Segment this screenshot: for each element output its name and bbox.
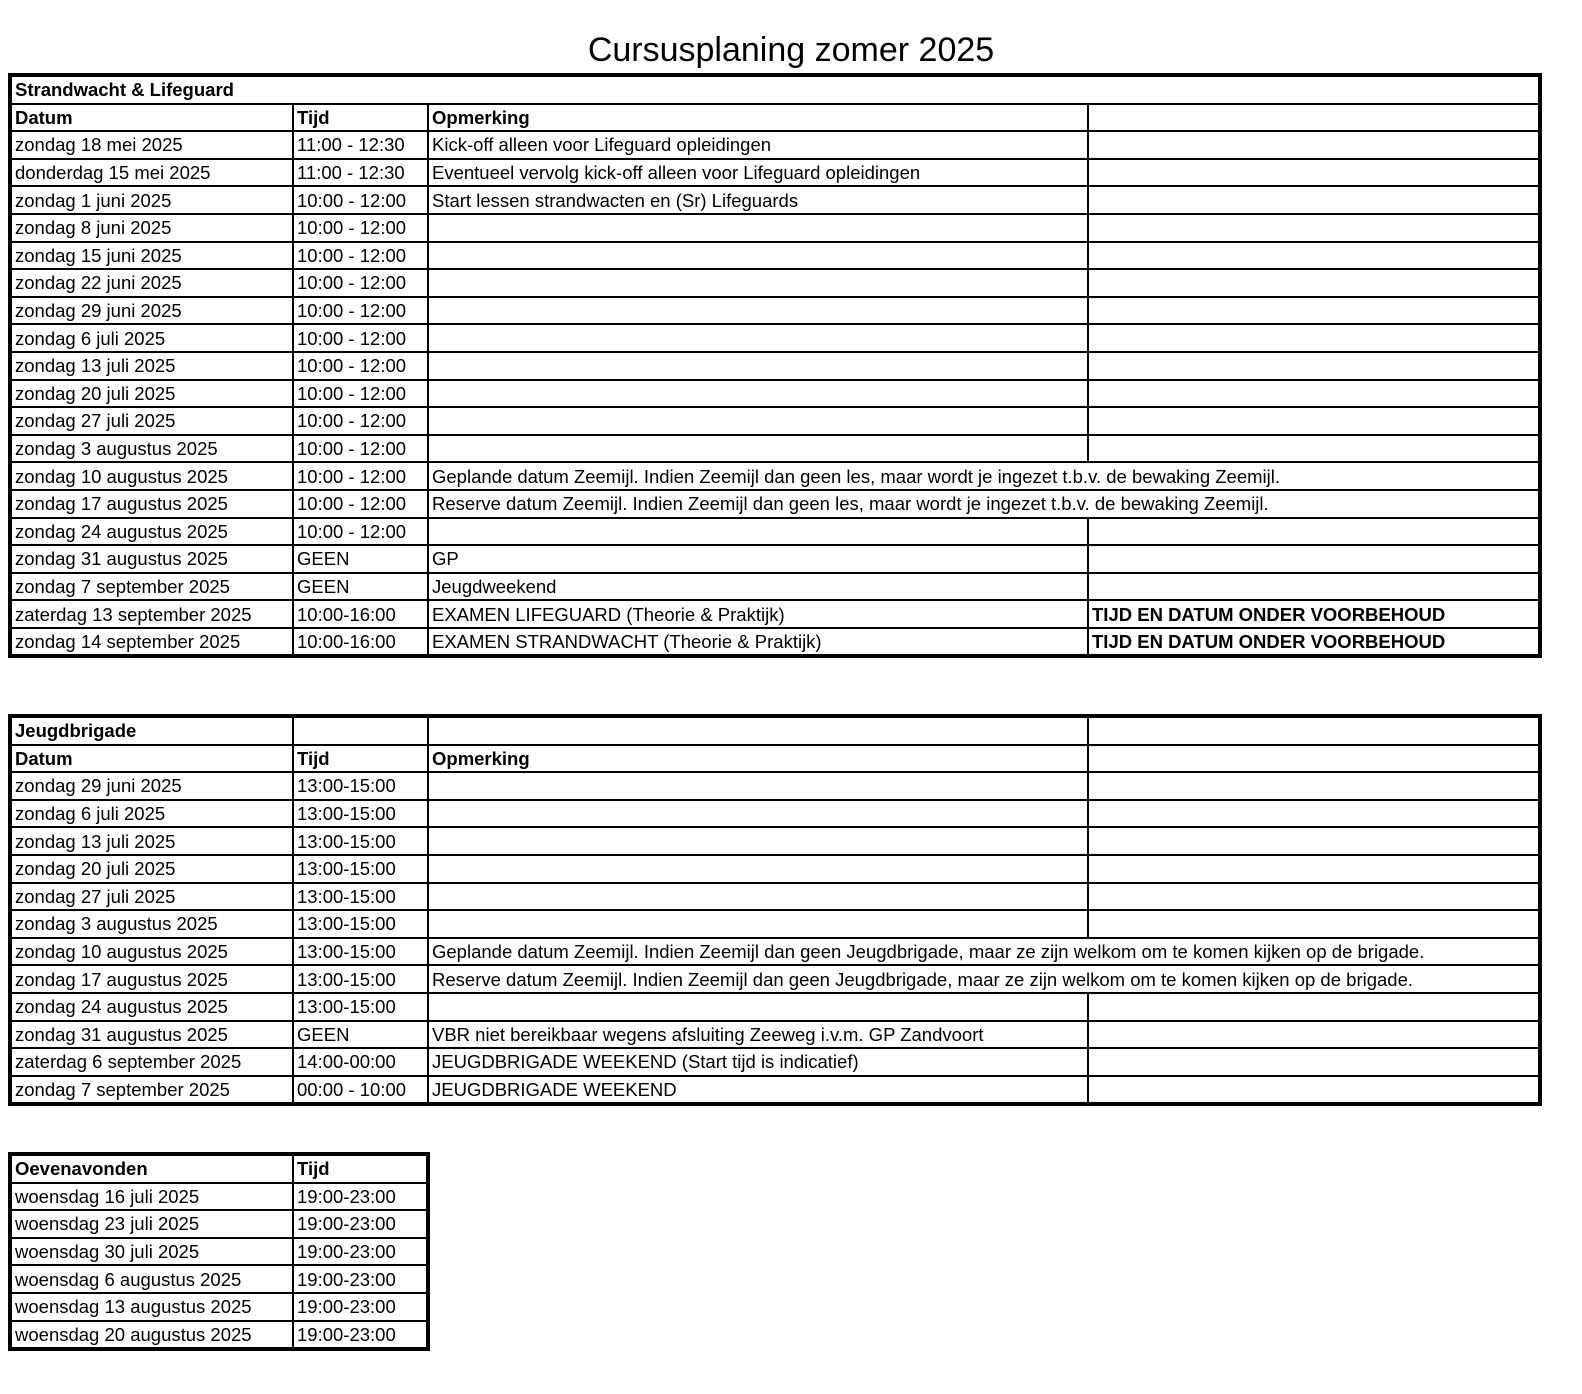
header-tijd: Tijd xyxy=(293,745,428,773)
cell-opmerking: Geplande datum Zeemijl. Indien Zeemijl dan geen les, maar wordt je ingezet t.b.v. de bewaking Zeemijl. xyxy=(428,462,1540,490)
cell-opmerking xyxy=(428,435,1088,463)
cell-note xyxy=(1088,518,1540,546)
table-row xyxy=(10,628,1540,657)
cell-opmerking xyxy=(428,352,1088,380)
cell-tijd: 10:00 - 12:00 xyxy=(293,518,428,546)
cell-tijd: 14:00-00:00 xyxy=(293,1048,428,1076)
table-row xyxy=(10,1238,428,1266)
table-row xyxy=(10,1183,428,1211)
cell-tijd: GEEN xyxy=(293,1021,428,1049)
cell-opmerking: Geplande datum Zeemijl. Indien Zeemijl dan geen Jeugdbrigade, maar ze zijn welkom om te komen kijken op de brigade. xyxy=(428,938,1540,966)
cell-datum: zondag 27 juli 2025 xyxy=(10,407,293,435)
cell-datum: zaterdag 13 september 2025 xyxy=(10,600,293,628)
table-row xyxy=(10,1321,428,1350)
cell-datum: woensdag 13 augustus 2025 xyxy=(10,1293,293,1321)
cell-tijd: 10:00 - 12:00 xyxy=(293,380,428,408)
cell-note xyxy=(1088,352,1540,380)
cell-datum: zondag 29 juni 2025 xyxy=(10,772,293,800)
cell-note xyxy=(1088,1076,1540,1105)
cell-datum: zondag 10 augustus 2025 xyxy=(10,462,293,490)
table-row xyxy=(10,380,1540,408)
header-empty xyxy=(1088,745,1540,773)
cell-note xyxy=(1088,573,1540,601)
table-row xyxy=(10,1293,428,1321)
cell-tijd: 11:00 - 12:30 xyxy=(293,159,428,187)
cell-datum: zondag 20 juli 2025 xyxy=(10,855,293,883)
cell-datum: zondag 7 september 2025 xyxy=(10,573,293,601)
header-row xyxy=(10,1154,428,1183)
cell-datum: zondag 17 augustus 2025 xyxy=(10,490,293,518)
cell-datum: zondag 1 juni 2025 xyxy=(10,186,293,214)
cell-datum: zondag 10 augustus 2025 xyxy=(10,938,293,966)
header-tijd: Tijd xyxy=(293,1154,428,1183)
cell-tijd: 19:00-23:00 xyxy=(293,1183,428,1211)
cell-datum: zondag 3 augustus 2025 xyxy=(10,435,293,463)
table-row xyxy=(10,214,1540,242)
cell-datum: woensdag 6 augustus 2025 xyxy=(10,1265,293,1293)
table-row xyxy=(10,938,1540,966)
table-row xyxy=(10,1210,428,1238)
table-row xyxy=(10,352,1540,380)
cell-datum: zondag 24 augustus 2025 xyxy=(10,518,293,546)
cell-opmerking xyxy=(428,993,1088,1021)
cell-opmerking: JEUGDBRIGADE WEEKEND (Start tijd is indicatief) xyxy=(428,1048,1088,1076)
cell-opmerking xyxy=(428,772,1088,800)
header-datum: Datum xyxy=(10,745,293,773)
cell-tijd: 10:00 - 12:00 xyxy=(293,214,428,242)
cell-tijd: 19:00-23:00 xyxy=(293,1238,428,1266)
header-datum: Datum xyxy=(10,104,293,132)
table-row xyxy=(10,462,1540,490)
cell-opmerking xyxy=(428,380,1088,408)
cell-tijd: 13:00-15:00 xyxy=(293,938,428,966)
cell-opmerking xyxy=(428,910,1088,938)
cell-opmerking: EXAMEN LIFEGUARD (Theorie & Praktijk) xyxy=(428,600,1088,628)
cell-datum: zondag 15 juni 2025 xyxy=(10,242,293,270)
header-opmerking: Opmerking xyxy=(428,104,1088,132)
cell-tijd: 13:00-15:00 xyxy=(293,993,428,1021)
cell-datum: zondag 7 september 2025 xyxy=(10,1076,293,1105)
table-row xyxy=(10,131,1540,159)
cell-note xyxy=(1088,545,1540,573)
section-title-row xyxy=(10,75,1540,104)
cell-note xyxy=(1088,1048,1540,1076)
cell-datum: donderdag 15 mei 2025 xyxy=(10,159,293,187)
header-oefenavonden: Oevenavonden xyxy=(10,1154,293,1183)
cell-note xyxy=(1088,800,1540,828)
cell-tijd: 10:00 - 12:00 xyxy=(293,435,428,463)
cell-datum: zondag 3 augustus 2025 xyxy=(10,910,293,938)
table-row xyxy=(10,269,1540,297)
header-opmerking: Opmerking xyxy=(428,745,1088,773)
cell-note xyxy=(1088,159,1540,187)
cell-note xyxy=(1088,407,1540,435)
table-row xyxy=(10,910,1540,938)
cell-note xyxy=(1088,435,1540,463)
cell-opmerking xyxy=(428,800,1088,828)
table-row xyxy=(10,993,1540,1021)
cell-datum: zondag 17 augustus 2025 xyxy=(10,965,293,993)
cell-datum: zondag 6 juli 2025 xyxy=(10,324,293,352)
cell-note xyxy=(1088,242,1540,270)
cell-note xyxy=(1088,772,1540,800)
table-row xyxy=(10,407,1540,435)
table-row xyxy=(10,800,1540,828)
cell-note xyxy=(1088,131,1540,159)
cell-opmerking xyxy=(428,324,1088,352)
cell-tijd: 19:00-23:00 xyxy=(293,1293,428,1321)
cell-opmerking: GP xyxy=(428,545,1088,573)
cell-opmerking: VBR niet bereikbaar wegens afsluiting Zeeweg i.v.m. GP Zandvoort xyxy=(428,1021,1088,1049)
cell-tijd: 13:00-15:00 xyxy=(293,827,428,855)
cell-tijd: 00:00 - 10:00 xyxy=(293,1076,428,1105)
table-row xyxy=(10,827,1540,855)
cell-opmerking xyxy=(428,269,1088,297)
cell-datum: zondag 6 juli 2025 xyxy=(10,800,293,828)
table-row xyxy=(10,242,1540,270)
empty-cell xyxy=(1088,716,1540,745)
cell-opmerking xyxy=(428,883,1088,911)
cell-datum: woensdag 30 juli 2025 xyxy=(10,1238,293,1266)
cell-tijd: 13:00-15:00 xyxy=(293,965,428,993)
cell-opmerking xyxy=(428,407,1088,435)
oefenavonden-table xyxy=(8,1152,430,1351)
cell-note xyxy=(1088,910,1540,938)
cell-note xyxy=(1088,380,1540,408)
header-row xyxy=(10,745,1540,773)
table-row xyxy=(10,1048,1540,1076)
table-row xyxy=(10,772,1540,800)
cell-opmerking xyxy=(428,855,1088,883)
cell-datum: zondag 22 juni 2025 xyxy=(10,269,293,297)
table-row xyxy=(10,324,1540,352)
cell-datum: woensdag 20 augustus 2025 xyxy=(10,1321,293,1350)
cell-opmerking xyxy=(428,297,1088,325)
page-title: Cursusplaning zomer 2025 xyxy=(587,31,995,69)
header-empty xyxy=(1088,104,1540,132)
table-row xyxy=(10,545,1540,573)
cell-opmerking: Kick-off alleen voor Lifeguard opleidingen xyxy=(428,131,1088,159)
table-row xyxy=(10,186,1540,214)
cell-tijd: 13:00-15:00 xyxy=(293,800,428,828)
cell-datum: zondag 8 juni 2025 xyxy=(10,214,293,242)
header-tijd: Tijd xyxy=(293,104,428,132)
cell-note xyxy=(1088,186,1540,214)
cell-datum: zondag 29 juni 2025 xyxy=(10,297,293,325)
table-row xyxy=(10,1265,428,1293)
cell-tijd: 10:00 - 12:00 xyxy=(293,490,428,518)
section-title: Strandwacht & Lifeguard xyxy=(10,75,1540,104)
cell-note: TIJD EN DATUM ONDER VOORBEHOUD xyxy=(1088,600,1540,628)
cell-tijd: 10:00-16:00 xyxy=(293,628,428,657)
jeugdbrigade-table xyxy=(8,714,1542,1106)
cell-opmerking xyxy=(428,214,1088,242)
table-row xyxy=(10,573,1540,601)
cell-datum: zondag 31 augustus 2025 xyxy=(10,545,293,573)
cell-opmerking: JEUGDBRIGADE WEEKEND xyxy=(428,1076,1088,1105)
cell-tijd: 13:00-15:00 xyxy=(293,772,428,800)
cell-note xyxy=(1088,1021,1540,1049)
cell-datum: zondag 31 augustus 2025 xyxy=(10,1021,293,1049)
cell-note xyxy=(1088,324,1540,352)
table-row xyxy=(10,965,1540,993)
cell-note xyxy=(1088,214,1540,242)
table-row xyxy=(10,883,1540,911)
section-title: Jeugdbrigade xyxy=(10,716,293,745)
cell-datum: woensdag 23 juli 2025 xyxy=(10,1210,293,1238)
table-row xyxy=(10,1076,1540,1105)
cell-datum: zondag 13 juli 2025 xyxy=(10,352,293,380)
cell-tijd: 10:00 - 12:00 xyxy=(293,352,428,380)
cell-opmerking: Jeugdweekend xyxy=(428,573,1088,601)
cell-tijd: 10:00 - 12:00 xyxy=(293,297,428,325)
table-row xyxy=(10,518,1540,546)
header-row xyxy=(10,104,1540,132)
cell-note xyxy=(1088,993,1540,1021)
cell-tijd: 10:00 - 12:00 xyxy=(293,242,428,270)
cell-opmerking xyxy=(428,827,1088,855)
cell-tijd: 10:00-16:00 xyxy=(293,600,428,628)
table-row xyxy=(10,435,1540,463)
cell-opmerking: Reserve datum Zeemijl. Indien Zeemijl dan geen Jeugdbrigade, maar ze zijn welkom om te komen kijken op de brigade. xyxy=(428,965,1540,993)
cell-datum: zondag 18 mei 2025 xyxy=(10,131,293,159)
cell-tijd: 13:00-15:00 xyxy=(293,855,428,883)
cell-tijd: 10:00 - 12:00 xyxy=(293,324,428,352)
table-row xyxy=(10,490,1540,518)
section-title-row xyxy=(10,716,1540,745)
cell-opmerking: Start lessen strandwacten en (Sr) Lifeguards xyxy=(428,186,1088,214)
cell-datum: zondag 14 september 2025 xyxy=(10,628,293,657)
cell-tijd: 10:00 - 12:00 xyxy=(293,407,428,435)
cell-datum: zondag 27 juli 2025 xyxy=(10,883,293,911)
cell-opmerking: Eventueel vervolg kick-off alleen voor Lifeguard opleidingen xyxy=(428,159,1088,187)
cell-datum: zondag 24 augustus 2025 xyxy=(10,993,293,1021)
cell-note: TIJD EN DATUM ONDER VOORBEHOUD xyxy=(1088,628,1540,657)
cell-tijd: 19:00-23:00 xyxy=(293,1265,428,1293)
cell-datum: zaterdag 6 september 2025 xyxy=(10,1048,293,1076)
cell-note xyxy=(1088,827,1540,855)
cell-opmerking: Reserve datum Zeemijl. Indien Zeemijl dan geen les, maar wordt je ingezet t.b.v. de bewaking Zeemijl. xyxy=(428,490,1540,518)
cell-note xyxy=(1088,883,1540,911)
table-row xyxy=(10,600,1540,628)
table-row xyxy=(10,159,1540,187)
empty-cell xyxy=(428,716,1088,745)
cell-tijd: 19:00-23:00 xyxy=(293,1321,428,1350)
cell-opmerking xyxy=(428,518,1088,546)
strandwacht-table xyxy=(8,73,1542,658)
cell-tijd: 10:00 - 12:00 xyxy=(293,462,428,490)
cell-datum: zondag 13 juli 2025 xyxy=(10,827,293,855)
table-row xyxy=(10,855,1540,883)
cell-tijd: 13:00-15:00 xyxy=(293,883,428,911)
table-row xyxy=(10,297,1540,325)
cell-tijd: 11:00 - 12:30 xyxy=(293,131,428,159)
cell-tijd: 10:00 - 12:00 xyxy=(293,186,428,214)
cell-datum: woensdag 16 juli 2025 xyxy=(10,1183,293,1211)
cell-opmerking: EXAMEN STRANDWACHT (Theorie & Praktijk) xyxy=(428,628,1088,657)
cell-opmerking xyxy=(428,242,1088,270)
cell-tijd: GEEN xyxy=(293,573,428,601)
cell-note xyxy=(1088,269,1540,297)
cell-tijd: 10:00 - 12:00 xyxy=(293,269,428,297)
cell-tijd: GEEN xyxy=(293,545,428,573)
empty-cell xyxy=(293,716,428,745)
cell-tijd: 19:00-23:00 xyxy=(293,1210,428,1238)
cell-tijd: 13:00-15:00 xyxy=(293,910,428,938)
cell-note xyxy=(1088,855,1540,883)
cell-note xyxy=(1088,297,1540,325)
cell-datum: zondag 20 juli 2025 xyxy=(10,380,293,408)
table-row xyxy=(10,1021,1540,1049)
